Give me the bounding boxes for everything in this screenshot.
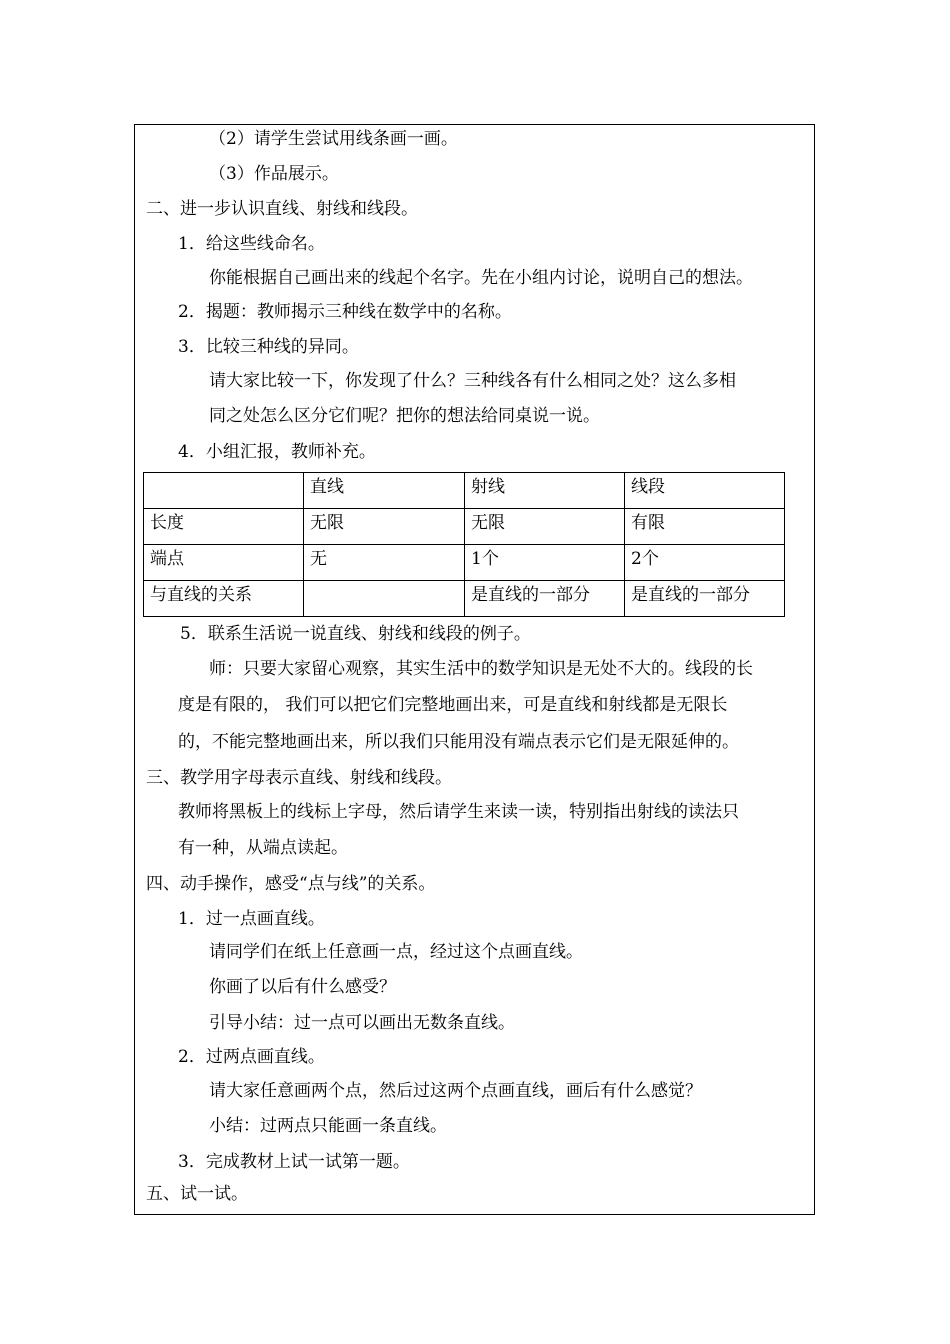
table-cell: 无: [304, 545, 465, 581]
text-line: 1．过一点画直线。: [178, 909, 325, 929]
text-line: 小结：过两点只能画一条直线。: [209, 1116, 447, 1136]
text-line: 4．小组汇报，教师补充。: [178, 442, 376, 462]
table-row: [144, 545, 785, 581]
text-line: 2．揭题：教师揭示三种线在数学中的名称。: [178, 302, 512, 322]
text-line: 五、试一试。: [146, 1184, 248, 1204]
table-cell: 与直线的关系: [144, 581, 304, 617]
table-cell: [144, 473, 304, 509]
text-line: 引导小结：过一点可以画出无数条直线。: [209, 1013, 515, 1033]
text-line: 请大家比较一下，你发现了什么？三种线各有什么相同之处？这么多相: [209, 371, 736, 391]
text-line: 5．联系生活说一说直线、射线和线段的例子。: [180, 624, 531, 644]
comparison-table: [143, 472, 785, 617]
table-cell: 2个: [625, 545, 785, 581]
table-cell: 是直线的一部分: [625, 581, 785, 617]
text-line: 你能根据自己画出来的线起个名字。先在小组内讨论，说明自己的想法。: [209, 268, 753, 288]
text-line: 有一种，从端点读起。: [178, 838, 348, 858]
text-line: 2．过两点画直线。: [178, 1047, 325, 1067]
text-line: （2）请学生尝试用线条画一画。: [209, 129, 458, 149]
table-cell: 端点: [144, 545, 304, 581]
text-line: 师：只要大家留心观察，其实生活中的数学知识是无处不大的。线段的长: [209, 659, 753, 679]
table-cell: [304, 581, 465, 617]
text-line: 教师将黑板上的线标上字母，然后请学生来读一读，特别指出射线的读法只: [178, 802, 739, 822]
text-line: 同之处怎么区分它们呢？把你的想法给同桌说一说。: [209, 406, 600, 426]
text-line: 3．比较三种线的异同。: [178, 337, 359, 357]
text-line: 你画了以后有什么感受？: [209, 977, 396, 997]
text-line: 的，不能完整地画出来，所以我们只能用没有端点表示它们是无限延伸的。: [178, 732, 739, 752]
text-line: （3）作品展示。: [209, 164, 339, 184]
text-line: 三、教学用字母表示直线、射线和线段。: [146, 768, 452, 788]
table-row: [144, 509, 785, 545]
table-cell: 1个: [465, 545, 625, 581]
text-line: 请大家任意画两个点，然后过这两个点画直线，画后有什么感觉？: [209, 1081, 702, 1101]
table-cell: 无限: [465, 509, 625, 545]
table-cell: 有限: [625, 509, 785, 545]
table-cell: 线段: [625, 473, 785, 509]
table-cell: 射线: [465, 473, 625, 509]
text-line: 1．给这些线命名。: [178, 234, 325, 254]
table-header-row: [144, 473, 785, 509]
text-line: 四、动手操作，感受“点与线”的关系。: [146, 874, 436, 894]
text-line: 二、进一步认识直线、射线和线段。: [146, 199, 418, 219]
table-row: [144, 581, 785, 617]
text-line: 度是有限的， 我们可以把它们完整地画出来，可是直线和射线都是无限长: [178, 695, 728, 715]
text-line: 3．完成教材上试一试第一题。: [178, 1152, 410, 1172]
table-cell: 长度: [144, 509, 304, 545]
table-cell: 直线: [304, 473, 465, 509]
table-cell: 无限: [304, 509, 465, 545]
table-cell: 是直线的一部分: [465, 581, 625, 617]
text-line: 请同学们在纸上任意画一点，经过这个点画直线。: [209, 942, 583, 962]
